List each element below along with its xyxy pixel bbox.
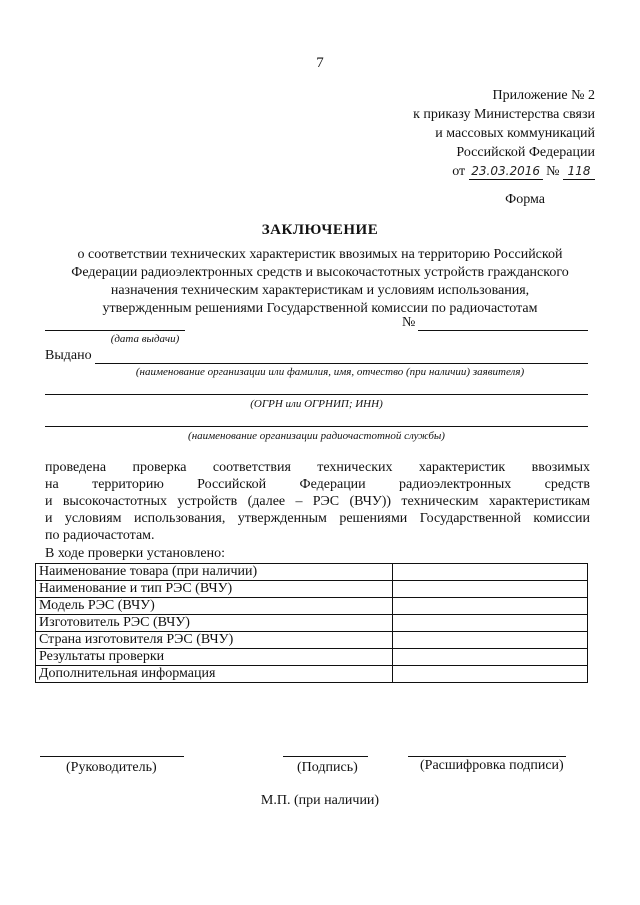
head-label: (Руководитель) bbox=[66, 760, 157, 775]
row-value-cell[interactable] bbox=[393, 632, 588, 649]
appendix-block bbox=[413, 86, 595, 181]
row-label: Изготовитель РЭС (ВЧУ) bbox=[36, 615, 393, 632]
form-label: Форма bbox=[505, 192, 545, 207]
number-sign: № bbox=[402, 315, 416, 330]
handwritten-order-number: 118 bbox=[563, 164, 595, 180]
table-row bbox=[36, 632, 588, 649]
row-label: Наименование и тип РЭС (ВЧУ) bbox=[36, 581, 393, 598]
row-label: Страна изготовителя РЭС (ВЧУ) bbox=[36, 632, 393, 649]
row-value-cell[interactable] bbox=[393, 615, 588, 632]
stamp-note: М.П. (при наличии) bbox=[260, 793, 380, 808]
signature-label: (Подпись) bbox=[297, 760, 358, 775]
ogrn-inn-field[interactable] bbox=[45, 394, 588, 395]
table-row bbox=[36, 581, 588, 598]
table-row bbox=[36, 666, 588, 683]
row-value-cell[interactable] bbox=[393, 598, 588, 615]
decoding-signature-line[interactable] bbox=[408, 756, 566, 757]
order-number-label: № bbox=[546, 164, 560, 179]
row-label: Результаты проверки bbox=[36, 649, 393, 666]
from-label: от bbox=[452, 164, 466, 179]
table-row bbox=[36, 615, 588, 632]
applicant-field[interactable] bbox=[95, 363, 588, 364]
document-subtitle bbox=[40, 246, 600, 318]
applicant-caption: (наименование организации или фамилия, имя, отчество (при наличии) заявителя) bbox=[135, 366, 525, 378]
issued-label: Выдано bbox=[45, 348, 92, 363]
decoding-label: (Расшифровка подписи) bbox=[420, 758, 564, 773]
head-signature-line[interactable] bbox=[40, 756, 184, 757]
row-value-cell[interactable] bbox=[393, 649, 588, 666]
table-row bbox=[36, 564, 588, 581]
body-line: по радиочастотам. bbox=[45, 528, 155, 543]
row-value-cell[interactable] bbox=[393, 666, 588, 683]
certificate-number-field[interactable] bbox=[418, 330, 588, 331]
subtitle-line-4: утвержденным решениями Государственной комиссии по радиочастотам bbox=[102, 301, 538, 316]
subtitle-line-1: о соответствии технических характеристик ввозимых на территорию Российской bbox=[77, 247, 563, 262]
page-number: 7 bbox=[316, 55, 324, 71]
body-line: и высокочастотных устройств (далее – РЭС (ВЧУ)) техническим характеристикам bbox=[45, 494, 590, 509]
row-label: Модель РЭС (ВЧУ) bbox=[36, 598, 393, 615]
handwritten-order-date: 23.03.2016 bbox=[469, 164, 543, 180]
service-name-field[interactable] bbox=[45, 426, 588, 427]
service-caption: (наименование организации радиочастотной службы) bbox=[188, 430, 445, 442]
ogrn-inn-caption: (ОГРН или ОГРНИП; ИНН) bbox=[250, 398, 383, 410]
appendix-line-2: к приказу Министерства связи bbox=[413, 107, 595, 122]
findings-table bbox=[35, 563, 588, 683]
order-date-row bbox=[413, 162, 595, 181]
subtitle-line-2: Федерации радиоэлектронных средств и высокочастотных устройств гражданского bbox=[71, 265, 569, 280]
row-label: Наименование товара (при наличии) bbox=[36, 564, 393, 581]
appendix-line-3: и массовых коммуникаций bbox=[435, 126, 595, 141]
body-line: проведена проверка соответствия технических характеристик ввозимых bbox=[45, 460, 590, 475]
signature-line[interactable] bbox=[283, 756, 368, 757]
row-value-cell[interactable] bbox=[393, 564, 588, 581]
issue-date-field[interactable] bbox=[45, 330, 185, 331]
row-label: Дополнительная информация bbox=[36, 666, 393, 683]
table-row bbox=[36, 598, 588, 615]
appendix-line-4: Российской Федерации bbox=[456, 145, 595, 160]
row-value-cell[interactable] bbox=[393, 581, 588, 598]
subtitle-line-3: назначения техническим характеристикам и условиям использования, bbox=[110, 283, 530, 298]
document-title: ЗАКЛЮЧЕНИЕ bbox=[261, 222, 379, 238]
body-line: и условиям использования, утвержденным решениями Государственной комиссии bbox=[45, 511, 590, 526]
appendix-line-1: Приложение № 2 bbox=[492, 88, 595, 103]
body-line: на территорию Российской Федерации радиоэлектронных средств bbox=[45, 477, 590, 492]
body-paragraph bbox=[45, 459, 590, 544]
issue-date-caption: (дата выдачи) bbox=[110, 333, 180, 345]
table-row bbox=[36, 649, 588, 666]
findings-label: В ходе проверки установлено: bbox=[45, 546, 225, 561]
